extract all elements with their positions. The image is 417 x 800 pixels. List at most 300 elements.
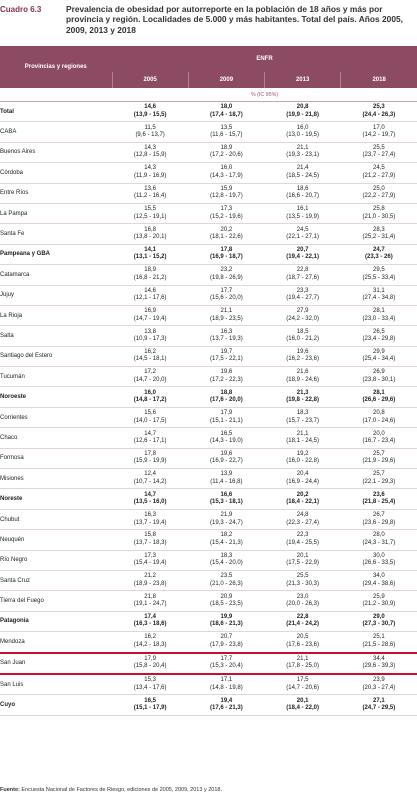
row-label: Corrientes — [0, 407, 112, 427]
prevalence-value: 18,9 — [220, 145, 233, 152]
value-cell — [341, 285, 417, 305]
confidence-interval: (11,2 - 16,4) — [134, 193, 167, 200]
value-cell — [265, 530, 341, 550]
year-header: 2018 — [341, 72, 417, 88]
prevalence-value: 28,0 — [373, 532, 385, 539]
confidence-interval: (13,7 - 19,3) — [210, 335, 243, 342]
value-cell — [265, 305, 341, 325]
row-label: Mendoza — [0, 632, 112, 653]
prevalence-value: 21,4 — [296, 165, 309, 172]
prevalence-value: 16,9 — [144, 308, 156, 315]
prevalence-value: 20,1 — [296, 552, 309, 559]
prevalence-value: 16,6 — [220, 491, 233, 498]
value-cell — [265, 653, 341, 674]
confidence-interval: (15,1 - 21,1) — [210, 417, 243, 424]
row-label: Noreste — [0, 489, 112, 509]
confidence-interval: (12,5 - 19,1) — [133, 213, 167, 220]
value-cell — [188, 183, 264, 203]
row-label: Tucumán — [0, 367, 112, 387]
prevalence-value: 26,9 — [373, 369, 385, 376]
row-label: Patagonia — [0, 611, 112, 631]
confidence-interval: (21,0 - 30,5) — [362, 213, 396, 220]
prevalence-value: 24,5 — [296, 226, 309, 233]
value-cell — [341, 489, 417, 509]
value-cell — [188, 346, 264, 366]
prevalence-value: 16,5 — [220, 430, 233, 437]
value-cell — [265, 509, 341, 529]
value-cell — [112, 224, 188, 244]
provinces-column-header: Provincias y regiones — [0, 46, 112, 88]
value-cell — [112, 611, 188, 631]
confidence-interval: (14,7 - 19,4) — [133, 315, 167, 322]
prevalence-value: 20,4 — [296, 471, 309, 478]
confidence-interval: (18,5 - 23,5) — [210, 601, 243, 608]
value-cell — [265, 244, 341, 264]
confidence-interval: (14,2 - 18,3) — [133, 641, 167, 648]
prevalence-value: 20,8 — [296, 104, 309, 111]
value-cell — [265, 674, 341, 695]
prevalence-value: 21,2 — [144, 573, 156, 580]
value-cell — [341, 591, 417, 611]
table-row — [0, 530, 417, 550]
prevalence-value: 18,2 — [220, 532, 233, 539]
value-cell — [112, 448, 188, 468]
confidence-interval: (24,4 - 26,3) — [362, 111, 396, 118]
prevalence-value: 18,0 — [220, 104, 233, 111]
confidence-interval: (29,4 - 38,6) — [362, 580, 396, 587]
value-cell — [188, 653, 264, 674]
prevalence-value: 16,2 — [144, 634, 156, 641]
prevalence-value: 20,2 — [220, 226, 233, 233]
confidence-interval: (17,6 - 23,6) — [286, 641, 319, 648]
confidence-interval: (10,9 - 17,3) — [133, 335, 167, 342]
table-row — [0, 203, 417, 223]
value-cell — [112, 550, 188, 570]
confidence-interval: (16,9 - 24,4) — [286, 478, 319, 485]
value-cell — [265, 122, 341, 142]
prevalence-value: 25,0 — [373, 185, 385, 192]
confidence-interval: (19,8 - 22,8) — [286, 397, 319, 404]
value-cell — [341, 570, 417, 590]
confidence-interval: (13,4 - 17,6) — [133, 684, 167, 691]
year-header: 2005 — [112, 72, 188, 88]
confidence-interval: (17,4 - 18,7) — [210, 111, 243, 118]
value-cell — [265, 102, 341, 122]
prevalence-value: 27,9 — [296, 308, 309, 315]
value-cell — [188, 163, 264, 183]
prevalence-value: 20,5 — [296, 634, 309, 641]
confidence-interval: (15,4 - 20,0) — [210, 560, 243, 567]
value-cell — [188, 489, 264, 509]
row-label: La Pampa — [0, 203, 112, 223]
confidence-interval: (12,8 - 19,7) — [210, 193, 243, 200]
row-label: Tierra del Fuego — [0, 591, 112, 611]
row-label: Río Negro — [0, 550, 112, 570]
confidence-interval: (26,6 - 33,5) — [362, 560, 396, 567]
value-cell — [188, 326, 264, 346]
prevalence-value: 17,1 — [220, 677, 233, 684]
value-cell — [265, 183, 341, 203]
confidence-interval: (14,5 - 18,1) — [133, 356, 167, 363]
confidence-interval: (12,6 - 17,1) — [133, 437, 167, 444]
table-row — [0, 224, 417, 244]
value-cell — [341, 448, 417, 468]
confidence-interval: (29,6 - 39,3) — [362, 663, 396, 670]
prevalence-value: 21,9 — [220, 512, 233, 519]
confidence-interval: (21,2 - 27,9) — [362, 172, 396, 179]
value-cell — [265, 203, 341, 223]
row-label: Cuyo — [0, 695, 112, 715]
table-row — [0, 550, 417, 570]
prevalence-value: 16,2 — [144, 348, 156, 355]
value-cell — [341, 653, 417, 674]
value-cell — [188, 530, 264, 550]
table-row — [0, 346, 417, 366]
prevalence-value: 15,6 — [144, 410, 156, 417]
prevalence-value: 18,8 — [220, 389, 233, 396]
table-row — [0, 591, 417, 611]
value-cell — [188, 407, 264, 427]
confidence-interval: (11,4 - 16,8) — [210, 478, 243, 485]
confidence-interval: (14,2 - 19,7) — [362, 132, 396, 139]
value-cell — [112, 265, 188, 285]
table-row — [0, 265, 417, 285]
value-cell — [341, 695, 417, 715]
row-label: La Rioja — [0, 305, 112, 325]
confidence-interval: (9,6 - 13,7) — [135, 132, 165, 139]
prevalence-value: 17,9 — [144, 655, 156, 662]
confidence-interval: (11,9 - 16,9) — [134, 172, 167, 179]
value-cell — [188, 695, 264, 715]
confidence-interval: (17,8 - 25,0) — [286, 663, 319, 670]
prevalence-value: 18,6 — [296, 185, 309, 192]
prevalence-value: 16,5 — [144, 697, 156, 704]
prevalence-value: 13,9 — [220, 471, 233, 478]
prevalence-value: 14,3 — [144, 165, 156, 172]
value-cell — [112, 346, 188, 366]
prevalence-value: 29,0 — [373, 614, 385, 621]
row-label: Córdoba — [0, 163, 112, 183]
prevalence-value: 23,6 — [373, 491, 385, 498]
confidence-interval: (21,8 - 25,4) — [362, 499, 396, 506]
value-cell — [188, 142, 264, 162]
confidence-interval: (25,4 - 34,4) — [362, 356, 396, 363]
confidence-interval: (18,6 - 21,3) — [210, 621, 243, 628]
row-label: CABA — [0, 122, 112, 142]
confidence-interval: (18,7 - 27,6) — [286, 274, 319, 281]
confidence-interval: (19,8 - 26,9) — [210, 274, 243, 281]
year-header: 2013 — [265, 72, 341, 88]
confidence-interval: (19,3 - 24,7) — [210, 519, 243, 526]
confidence-interval: (23,4 - 29,8) — [362, 335, 396, 342]
row-label: Misiones — [0, 469, 112, 489]
value-cell — [188, 224, 264, 244]
confidence-interval: (14,3 - 17,9) — [210, 172, 243, 179]
row-label: Santiago del Estero — [0, 346, 112, 366]
prevalence-value: 13,8 — [144, 328, 156, 335]
prevalence-value: 25,5 — [296, 573, 309, 580]
value-cell — [112, 244, 188, 264]
value-cell — [341, 183, 417, 203]
value-cell — [112, 305, 188, 325]
confidence-interval: (15,3 - 18,1) — [210, 499, 243, 506]
value-cell — [188, 550, 264, 570]
prevalence-value: 19,4 — [220, 697, 233, 704]
confidence-interval: (21,4 - 24,2) — [286, 621, 319, 628]
confidence-interval: (15,3 - 20,4) — [210, 663, 243, 670]
value-cell — [112, 489, 188, 509]
year-header: 2009 — [188, 72, 264, 88]
value-cell — [112, 632, 188, 653]
confidence-interval: (18,1 - 24,5) — [286, 437, 319, 444]
row-label: Total — [0, 102, 112, 122]
prevalence-value: 26,7 — [373, 512, 385, 519]
value-cell — [341, 122, 417, 142]
value-cell — [112, 122, 188, 142]
value-cell — [265, 489, 341, 509]
table-row — [0, 570, 417, 590]
confidence-interval: (17,6 - 21,3) — [210, 705, 243, 712]
confidence-interval: (24,7 - 29,5) — [362, 705, 396, 712]
confidence-interval: (15,1 - 17,9) — [133, 705, 167, 712]
row-label: Chubut — [0, 509, 112, 529]
confidence-interval: (16,0 - 21,2) — [286, 335, 319, 342]
confidence-interval: (16,3 - 18,6) — [133, 621, 167, 628]
prevalence-value: 14,6 — [144, 104, 156, 111]
prevalence-value: 16,0 — [296, 124, 309, 131]
confidence-interval: (24,3 - 31,7) — [362, 539, 396, 546]
value-cell — [265, 428, 341, 448]
prevalence-value: 24,7 — [373, 247, 385, 254]
source-text: Encuesta Nacional de Factores de Riesgo, ediciones de 2005, 2009, 2013 y 2018. — [19, 787, 222, 793]
prevalence-value: 21,1 — [296, 145, 309, 152]
prevalence-value: 27,1 — [373, 697, 385, 704]
confidence-interval: (15,7 - 23,7) — [286, 417, 319, 424]
prevalence-value: 28,1 — [373, 389, 385, 396]
confidence-interval: (22,3 - 27,4) — [286, 519, 319, 526]
prevalence-value: 18,9 — [144, 267, 156, 274]
confidence-interval: (22,2 - 27,9) — [362, 193, 396, 200]
value-cell — [188, 244, 264, 264]
confidence-interval: (18,5 - 24,5) — [286, 172, 319, 179]
value-cell — [341, 367, 417, 387]
confidence-interval: (14,7 - 20,0) — [133, 376, 167, 383]
value-cell — [265, 611, 341, 631]
table-number: Cuadro 6.3 — [0, 5, 42, 14]
prevalence-value: 21,3 — [296, 389, 309, 396]
value-cell — [341, 244, 417, 264]
confidence-interval: (17,9 - 23,8) — [210, 641, 243, 648]
confidence-interval: (14,0 - 17,5) — [133, 417, 167, 424]
confidence-interval: (18,4 - 22,1) — [286, 499, 319, 506]
value-cell — [265, 591, 341, 611]
confidence-interval: (20,0 - 26,3) — [286, 601, 319, 608]
prevalence-value: 25,9 — [373, 593, 385, 600]
source-label: Fuente: — [0, 787, 20, 793]
confidence-interval: (15,2 - 19,6) — [210, 213, 243, 220]
table-row — [0, 102, 417, 122]
value-cell — [265, 367, 341, 387]
table-row — [0, 469, 417, 489]
value-cell — [188, 570, 264, 590]
value-cell — [341, 265, 417, 285]
prevalence-value: 16,3 — [220, 328, 233, 335]
confidence-interval: (12,8 - 15,9) — [133, 152, 167, 159]
value-cell — [265, 632, 341, 653]
confidence-interval: (25,2 - 31,4) — [362, 234, 396, 241]
confidence-interval: (17,5 - 22,9) — [286, 560, 319, 567]
table-row — [0, 407, 417, 427]
table-row — [0, 448, 417, 468]
confidence-interval: (16,2 - 23,6) — [286, 356, 319, 363]
confidence-interval: (22,1 - 27,1) — [286, 234, 319, 241]
prevalence-value: 28,1 — [373, 308, 385, 315]
value-cell — [188, 122, 264, 142]
prevalence-value: 23,2 — [220, 267, 233, 274]
confidence-interval: (18,1 - 22,6) — [210, 234, 243, 241]
value-cell — [265, 695, 341, 715]
value-cell — [188, 674, 264, 695]
value-cell — [112, 428, 188, 448]
value-cell — [341, 550, 417, 570]
table-row — [0, 285, 417, 305]
table-row — [0, 632, 417, 653]
prevalence-value: 17,0 — [373, 124, 385, 131]
value-cell — [112, 387, 188, 407]
confidence-interval: (19,1 - 24,7) — [133, 601, 167, 608]
confidence-interval: (21,3 - 30,3) — [286, 580, 319, 587]
prevalence-value: 18,5 — [296, 328, 309, 335]
confidence-interval: (15,6 - 20,0) — [210, 295, 243, 302]
unit-label: % (IC 95%) — [112, 88, 417, 102]
value-cell — [265, 142, 341, 162]
prevalence-value: 34,0 — [373, 573, 385, 580]
prevalence-value: 17,8 — [220, 247, 233, 254]
confidence-interval: (17,2 - 20,6) — [210, 152, 243, 159]
prevalence-value: 20,7 — [220, 634, 233, 641]
value-cell — [341, 632, 417, 653]
confidence-interval: (14,3 - 19,0) — [210, 437, 243, 444]
prevalence-value: 13,5 — [220, 124, 233, 131]
prevalence-value: 25,7 — [373, 450, 385, 457]
value-cell — [341, 428, 417, 448]
confidence-interval: (16,8 - 21,2) — [133, 274, 167, 281]
row-label: Jujuy — [0, 285, 112, 305]
value-cell — [265, 346, 341, 366]
prevalence-value: 21,1 — [296, 430, 309, 437]
value-cell — [341, 346, 417, 366]
table-row — [0, 163, 417, 183]
confidence-interval: (15,9 - 19,9) — [133, 458, 167, 465]
value-cell — [112, 285, 188, 305]
value-cell — [265, 469, 341, 489]
prevalence-value: 21,1 — [296, 655, 309, 662]
prevalence-value: 25,3 — [373, 104, 385, 111]
value-cell — [112, 530, 188, 550]
prevalence-value: 28,3 — [373, 226, 385, 233]
confidence-interval: (16,9 - 22,7) — [210, 458, 243, 465]
prevalence-value: 13,6 — [144, 185, 156, 192]
prevalence-value: 21,6 — [296, 369, 309, 376]
table-row — [0, 387, 417, 407]
value-cell — [265, 265, 341, 285]
confidence-interval: (13,5 - 16,0) — [133, 499, 167, 506]
confidence-interval: (10,7 - 14,2) — [133, 478, 167, 485]
table-row — [0, 674, 417, 695]
confidence-interval: (16,0 - 22,8) — [286, 458, 319, 465]
confidence-interval: (27,3 - 30,7) — [362, 621, 396, 628]
prevalence-value: 21,1 — [220, 308, 233, 315]
confidence-interval: (18,9 - 23,8) — [133, 580, 167, 587]
prevalence-value: 17,2 — [144, 369, 156, 376]
table-row — [0, 428, 417, 448]
prevalence-value: 19,6 — [220, 369, 233, 376]
prevalence-value: 20,1 — [296, 697, 309, 704]
confidence-interval: (22,1 - 29,3) — [362, 478, 396, 485]
confidence-interval: (14,8 - 17,2) — [133, 397, 167, 404]
value-cell — [265, 285, 341, 305]
survey-group-header: ENFR — [112, 46, 417, 72]
confidence-interval: (21,9 - 29,6) — [362, 458, 396, 465]
table-row — [0, 326, 417, 346]
prevalence-value: 23,0 — [296, 593, 309, 600]
prevalence-value: 16,0 — [220, 165, 233, 172]
confidence-interval: (13,0 - 19,5) — [286, 132, 319, 139]
prevalence-value: 16,3 — [144, 512, 156, 519]
confidence-interval: (23,6 - 29,8) — [362, 519, 396, 526]
table-row — [0, 611, 417, 631]
prevalence-value: 29,5 — [373, 267, 385, 274]
confidence-interval: (15,4 - 21,3) — [210, 539, 243, 546]
prevalence-value: 26,5 — [373, 328, 385, 335]
row-label: Pampeana y GBA — [0, 244, 112, 264]
value-cell — [341, 224, 417, 244]
table-row — [0, 142, 417, 162]
prevalence-value: 15,5 — [144, 206, 156, 213]
prevalence-value: 25,7 — [373, 471, 385, 478]
prevalence-value: 25,5 — [373, 145, 385, 152]
value-cell — [112, 203, 188, 223]
confidence-interval: (23,3 - 26) — [365, 254, 393, 261]
confidence-interval: (18,9 - 23,5) — [210, 315, 243, 322]
confidence-interval: (23,7 - 27,4) — [362, 152, 396, 159]
value-cell — [112, 367, 188, 387]
prevalence-value: 30,0 — [373, 552, 385, 559]
value-cell — [112, 469, 188, 489]
prevalence-value: 22,8 — [296, 267, 309, 274]
prevalence-value: 17,8 — [144, 450, 156, 457]
prevalence-value: 22,3 — [296, 532, 309, 539]
row-label: Catamarca — [0, 265, 112, 285]
value-cell — [188, 265, 264, 285]
prevalence-value: 14,7 — [144, 491, 156, 498]
prevalence-value: 14,7 — [144, 430, 156, 437]
value-cell — [112, 674, 188, 695]
confidence-interval: (16,7 - 23,4) — [362, 437, 396, 444]
prevalence-value: 25,8 — [373, 206, 385, 213]
value-cell — [188, 387, 264, 407]
confidence-interval: (21,5 - 28,6) — [362, 641, 396, 648]
value-cell — [188, 469, 264, 489]
row-label: Buenos Aires — [0, 142, 112, 162]
confidence-interval: (17,0 - 24,6) — [362, 417, 396, 424]
prevalence-value: 19,6 — [296, 348, 309, 355]
value-cell — [112, 163, 188, 183]
row-label: Santa Fe — [0, 224, 112, 244]
prevalence-value: 14,6 — [144, 287, 156, 294]
table-row — [0, 183, 417, 203]
row-label: San Luis — [0, 674, 112, 695]
